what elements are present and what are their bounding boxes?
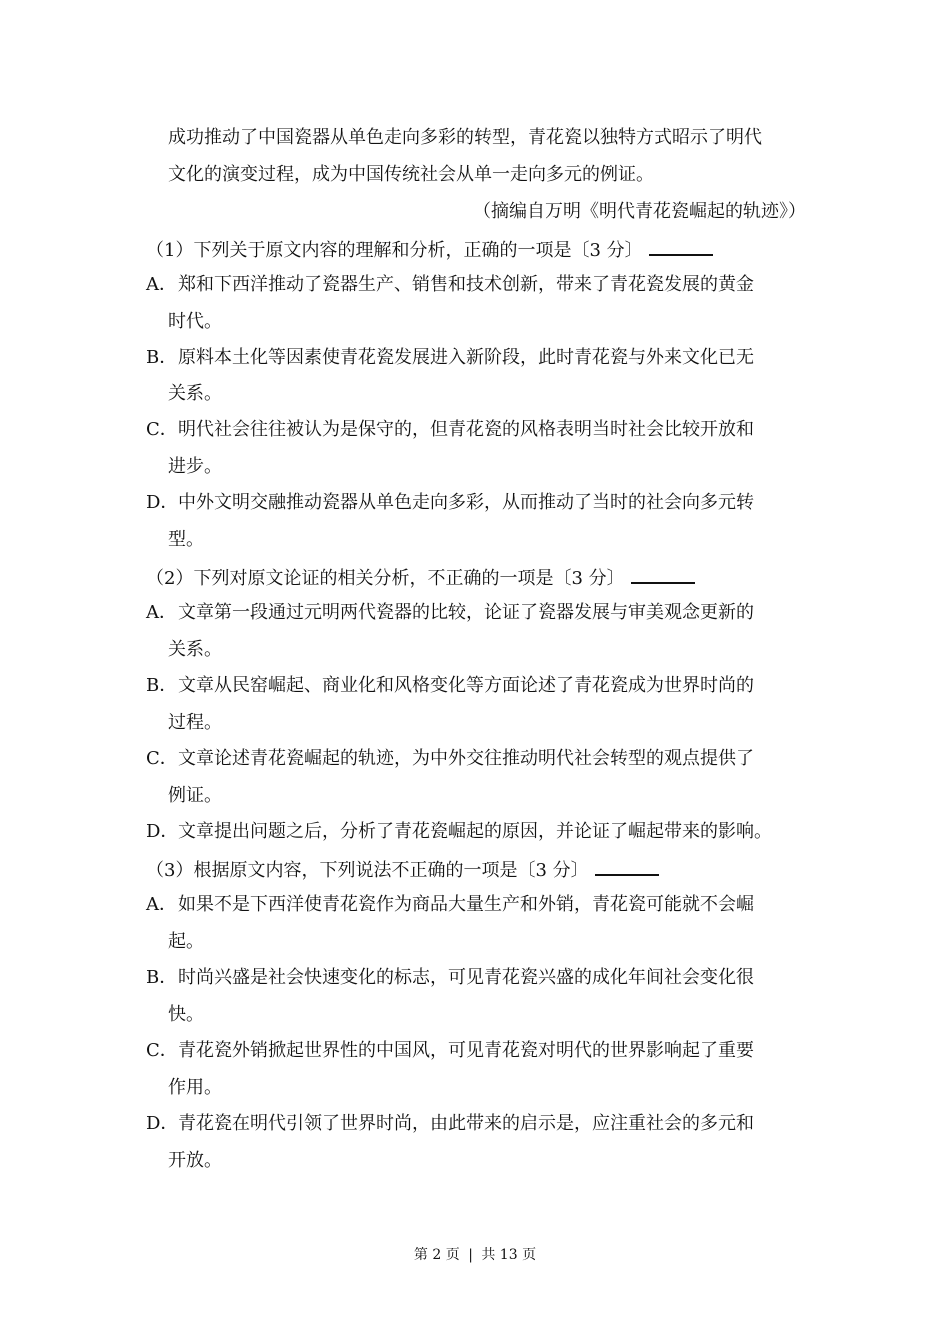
passage-line-1: 成功推动了中国瓷器从单色走向多彩的转型，青花瓷以独特方式昭示了明代	[168, 127, 762, 148]
option-letter: C．	[146, 419, 178, 440]
q2-option-a-cont: 关系。	[168, 639, 222, 660]
q1-option-c	[146, 418, 754, 442]
option-text: 青花瓷在明代引领了世界时尚，由此带来的启示是，应注重社会的多元和	[178, 1113, 754, 1134]
q2-option-b-cont: 过程。	[168, 712, 222, 733]
q1-option-d-cont: 型。	[168, 529, 204, 550]
option-text: 文章从民窑崛起、商业化和风格变化等方面论述了青花瓷成为世界时尚的	[178, 675, 754, 696]
option-text: 郑和下西洋推动了瓷器生产、销售和技术创新，带来了青花瓷发展的黄金	[178, 274, 754, 295]
option-letter: B．	[146, 967, 178, 988]
option-letter: D．	[146, 821, 179, 842]
passage-source: （摘编自万明《明代青花瓷崛起的轨迹》）	[473, 201, 806, 222]
q3-option-d-cont: 开放。	[168, 1150, 222, 1171]
option-letter: A．	[146, 602, 177, 623]
option-letter: B．	[146, 675, 178, 696]
question-2-stem	[146, 564, 695, 591]
question-1-stem-text: （1）下列关于原文内容的理解和分析，正确的一项是〔3 分〕	[146, 240, 643, 261]
answer-blank-2[interactable]	[631, 564, 695, 584]
q1-option-d	[146, 491, 754, 515]
page-total: 共 13 页	[481, 1247, 537, 1263]
option-text: 原料本土化等因素使青花瓷发展进入新阶段，此时青花瓷与外来文化已无	[178, 347, 754, 368]
q3-option-d	[146, 1112, 754, 1136]
q3-option-b	[146, 966, 754, 990]
option-text: 文章论述青花瓷崛起的轨迹，为中外交往推动明代社会转型的观点提供了	[178, 748, 754, 769]
option-letter: A．	[146, 274, 177, 295]
option-letter: A．	[146, 894, 177, 915]
option-letter: D．	[146, 1113, 179, 1134]
question-3-stem-text: （3）根据原文内容，下列说法不正确的一项是〔3 分〕	[146, 860, 589, 881]
q2-option-a	[146, 601, 754, 625]
passage-line-2: 文化的演变过程，成为中国传统社会从单一走向多元的例证。	[168, 164, 654, 185]
page-footer	[0, 1246, 950, 1264]
page-number: 第 2 页	[413, 1247, 460, 1263]
option-letter: C．	[146, 748, 178, 769]
option-letter: D．	[146, 492, 179, 513]
q2-option-c	[146, 747, 754, 771]
q1-option-b-cont: 关系。	[168, 383, 222, 404]
q1-option-a	[146, 273, 754, 297]
q3-option-a	[146, 893, 754, 917]
q3-option-b-cont: 快。	[168, 1004, 204, 1025]
answer-blank-1[interactable]	[649, 236, 713, 256]
q3-option-c	[146, 1039, 754, 1063]
option-text: 文章第一段通过元明两代瓷器的比较，论证了瓷器发展与审美观念更新的	[178, 602, 754, 623]
question-1-stem	[146, 236, 713, 263]
option-text: 明代社会往往被认为是保守的，但青花瓷的风格表明当时社会比较开放和	[178, 419, 754, 440]
option-text: 中外文明交融推动瓷器从单色走向多彩，从而推动了当时的社会向多元转	[178, 492, 754, 513]
option-letter: B．	[146, 347, 178, 368]
answer-blank-3[interactable]	[595, 856, 659, 876]
footer-separator: |	[468, 1247, 473, 1263]
q3-option-c-cont: 作用。	[168, 1077, 222, 1098]
option-text: 文章提出问题之后，分析了青花瓷崛起的原因，并论证了崛起带来的影响。	[178, 821, 772, 842]
q2-option-b	[146, 674, 754, 698]
option-text: 青花瓷外销掀起世界性的中国风，可见青花瓷对明代的世界影响起了重要	[178, 1040, 754, 1061]
q2-option-c-cont: 例证。	[168, 785, 222, 806]
option-text: 时尚兴盛是社会快速变化的标志，可见青花瓷兴盛的成化年间社会变化很	[178, 967, 754, 988]
q2-option-d	[146, 820, 772, 844]
q3-option-a-cont: 起。	[168, 931, 204, 952]
question-3-stem	[146, 856, 659, 883]
q1-option-c-cont: 进步。	[168, 456, 222, 477]
q1-option-b	[146, 346, 754, 370]
q1-option-a-cont: 时代。	[168, 311, 222, 332]
option-text: 如果不是下西洋使青花瓷作为商品大量生产和外销，青花瓷可能就不会崛	[178, 894, 754, 915]
question-2-stem-text: （2）下列对原文论证的相关分析，不正确的一项是〔3 分〕	[146, 568, 625, 589]
option-letter: C．	[146, 1040, 178, 1061]
